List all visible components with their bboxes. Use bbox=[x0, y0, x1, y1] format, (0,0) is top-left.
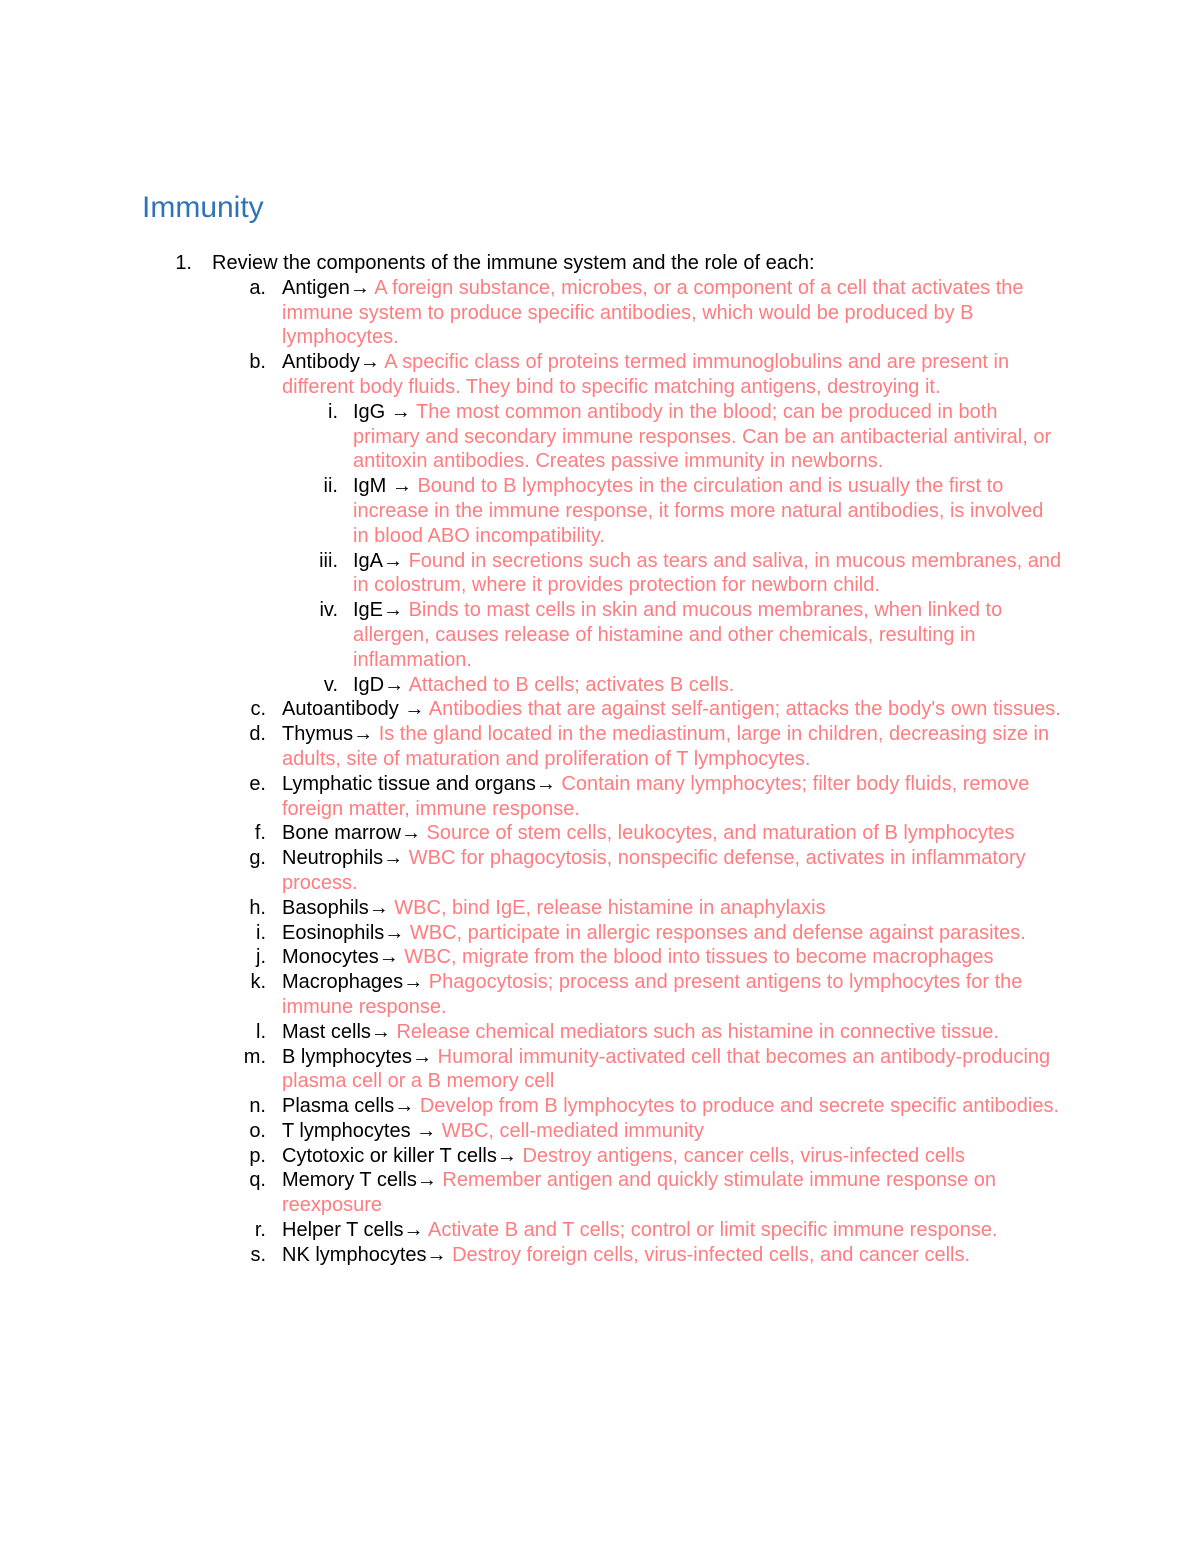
list-marker: iii. bbox=[319, 549, 338, 572]
arrow-icon: → bbox=[390, 400, 411, 423]
term: Thymus bbox=[282, 723, 354, 746]
term: Eosinophils bbox=[282, 921, 385, 944]
list-item-mast-cells bbox=[0, 1020, 1062, 1045]
list-marker: s. bbox=[250, 1243, 266, 1266]
list-item-basophils bbox=[0, 896, 1062, 921]
arrow-icon: → bbox=[403, 1219, 424, 1242]
arrow-icon: → bbox=[400, 822, 421, 845]
arrow-icon: → bbox=[384, 921, 405, 944]
list-item-antigen bbox=[0, 276, 1062, 350]
list-item-cytotoxic-t-cells bbox=[0, 1144, 1062, 1169]
term: IgA bbox=[353, 549, 384, 572]
list-marker: i. bbox=[256, 921, 266, 944]
arrow-icon: → bbox=[384, 673, 405, 696]
definition: Found in secretions such as tears and saliva, in mucous membranes, and in colostrum, where it provides protection for newborn child. bbox=[353, 549, 1062, 597]
term: Basophils bbox=[282, 896, 369, 919]
definition: Destroy antigens, cancer cells, virus-infected cells bbox=[522, 1144, 965, 1167]
definition: Phagocytosis; process and present antigens to lymphocytes for the immune response. bbox=[282, 971, 1023, 1018]
definition: Bound to B lymphocytes in the circulation and is usually the first to increase in the immune response, it forms more natural antibodies, is involved in blood ABO incompatibility. bbox=[353, 475, 1044, 547]
sub-item-igm bbox=[0, 474, 1063, 548]
term: IgM bbox=[353, 475, 392, 498]
term: Antigen bbox=[282, 276, 350, 299]
arrow-icon: → bbox=[368, 896, 389, 919]
list-marker: p. bbox=[249, 1144, 266, 1167]
term: Autoantibody bbox=[282, 698, 405, 721]
term: Lymphatic tissue and organs bbox=[282, 772, 536, 795]
definition: Contain many lymphocytes; filter body fluids, remove foreign matter, immune response. bbox=[282, 772, 1030, 820]
list-marker: q. bbox=[249, 1169, 266, 1192]
list-marker: e. bbox=[249, 772, 266, 795]
definition: The most common antibody in the blood; can be produced in both primary and secondary immune responses. Can be an antibacterial antiviral, or antitoxin antibodies. Creates passive immunity in newborns. bbox=[353, 400, 1052, 473]
list-marker: d. bbox=[249, 723, 266, 746]
list-item-plasma-cells bbox=[0, 1094, 1062, 1119]
term: IgE bbox=[353, 599, 384, 622]
list-item-nk-lymphocytes bbox=[0, 1243, 1062, 1268]
list-item-monocytes bbox=[0, 945, 1062, 970]
arrow-icon: → bbox=[394, 1095, 415, 1118]
definition: WBC, migrate from the blood into tissues to become macrophages bbox=[404, 946, 994, 969]
definition: Humoral immunity-activated cell that becomes an antibody-producing plasma cell or a B memory cell bbox=[282, 1045, 1051, 1093]
list-marker: m. bbox=[243, 1045, 266, 1068]
term: Monocytes bbox=[282, 946, 379, 969]
definition: Binds to mast cells in skin and mucous membranes, when linked to allergen, causes release of histamine and other chemicals, resulting in inflammation. bbox=[353, 599, 1003, 671]
definition: Source of stem cells, leukocytes, and maturation of B lymphocytes bbox=[426, 822, 1015, 845]
definition: Develop from B lymphocytes to produce and secrete specific antibodies. bbox=[419, 1095, 1060, 1118]
arrow-icon: → bbox=[370, 1020, 391, 1043]
question-1 bbox=[0, 251, 1062, 276]
arrow-icon: → bbox=[404, 698, 425, 721]
term: IgG bbox=[353, 400, 391, 423]
definition: A foreign substance, microbes, or a component of a cell that activates the immune system to produce specific antibodies, which would be produced by B lymphocytes. bbox=[282, 276, 1024, 349]
arrow-icon: → bbox=[416, 1169, 437, 1192]
term: Plasma cells bbox=[282, 1095, 395, 1118]
term: Mast cells bbox=[282, 1020, 371, 1043]
sub-item-igd bbox=[0, 673, 1063, 698]
list-marker: j. bbox=[256, 946, 266, 969]
definition: Destroy foreign cells, virus-infected cells, and cancer cells. bbox=[452, 1243, 971, 1266]
arrow-icon: → bbox=[359, 351, 380, 374]
definition: WBC, participate in allergic responses and defense against parasites. bbox=[409, 921, 1026, 944]
arrow-icon: → bbox=[349, 276, 370, 299]
list-item-eosinophils bbox=[0, 921, 1062, 946]
definition: A specific class of proteins termed immunoglobulins and are present in different body fluids. They bind to specific matching antigens, destroying it. bbox=[282, 351, 1010, 398]
list-marker: ii. bbox=[323, 475, 338, 498]
arrow-icon: → bbox=[353, 723, 374, 746]
term: Memory T cells bbox=[282, 1169, 417, 1192]
list-marker: a. bbox=[249, 276, 266, 299]
list-item-bone-marrow bbox=[0, 821, 1062, 846]
list-marker: n. bbox=[249, 1095, 266, 1118]
list-marker: b. bbox=[249, 351, 266, 374]
term: Antibody bbox=[282, 351, 360, 374]
arrow-icon: → bbox=[426, 1243, 447, 1266]
definition: Antibodies that are against self-antigen; attacks the body's own tissues. bbox=[428, 698, 1061, 721]
definition: Remember antigen and quickly stimulate immune response on reexposure bbox=[282, 1169, 997, 1217]
list-item-macrophages bbox=[0, 970, 1062, 1020]
sub-item-igg bbox=[0, 400, 1063, 474]
list-item-helper-t-cells bbox=[0, 1218, 1062, 1243]
list-item-thymus bbox=[0, 722, 1062, 772]
definition: WBC for phagocytosis, nonspecific defense, activates in inflammatory process. bbox=[282, 847, 1026, 894]
term: T lymphocytes bbox=[282, 1119, 417, 1142]
definition: Activate B and T cells; control or limit specific immune response. bbox=[428, 1219, 998, 1242]
list-marker: k. bbox=[250, 971, 266, 994]
arrow-icon: → bbox=[383, 847, 404, 870]
arrow-icon: → bbox=[378, 946, 399, 969]
arrow-icon: → bbox=[412, 1045, 433, 1068]
list-item-t-lymphocytes bbox=[0, 1119, 1062, 1144]
sub-item-iga bbox=[0, 549, 1063, 599]
definition: Release chemical mediators such as histamine in connective tissue. bbox=[396, 1020, 999, 1043]
definition: Attached to B cells; activates B cells. bbox=[408, 673, 735, 696]
page-title: Immunity bbox=[142, 191, 264, 224]
question-text: Review the components of the immune system and the role of each: bbox=[212, 252, 815, 274]
list-marker: 1. bbox=[175, 252, 192, 274]
definition: Is the gland located in the mediastinum, large in children, decreasing size in adults, site of maturation and proliferation of T lymphocytes. bbox=[282, 723, 1050, 770]
term: Macrophages bbox=[282, 971, 404, 994]
definition: WBC, bind IgE, release histamine in anaphylaxis bbox=[394, 896, 826, 919]
list-marker: i. bbox=[328, 400, 338, 423]
list-item-b-lymphocytes bbox=[0, 1045, 1062, 1095]
list-marker: r. bbox=[254, 1219, 266, 1242]
question-list bbox=[0, 251, 1200, 1268]
list-marker: h. bbox=[249, 896, 266, 919]
list-item-antibody bbox=[0, 350, 1062, 400]
term: B lymphocytes bbox=[282, 1045, 413, 1068]
list-marker: f. bbox=[254, 822, 266, 845]
arrow-icon: → bbox=[403, 971, 424, 994]
term: Cytotoxic or killer T cells bbox=[282, 1144, 497, 1167]
list-item-memory-t-cells bbox=[0, 1168, 1062, 1218]
term: Helper T cells bbox=[282, 1219, 404, 1242]
arrow-icon: → bbox=[383, 599, 404, 622]
list-marker: l. bbox=[256, 1020, 266, 1043]
list-marker: v. bbox=[323, 673, 338, 696]
term: IgD bbox=[353, 673, 385, 696]
list-item-lymphatic-tissue bbox=[0, 772, 1062, 822]
arrow-icon: → bbox=[391, 475, 412, 498]
arrow-icon: → bbox=[496, 1144, 517, 1167]
arrow-icon: → bbox=[535, 772, 556, 795]
arrow-icon: → bbox=[416, 1119, 437, 1142]
list-item-autoantibody bbox=[0, 697, 1062, 722]
term: Neutrophils bbox=[282, 847, 384, 870]
term: NK lymphocytes bbox=[282, 1243, 427, 1266]
definition: WBC, cell-mediated immunity bbox=[441, 1119, 704, 1142]
list-marker: c. bbox=[250, 698, 266, 721]
list-marker: iv. bbox=[319, 599, 338, 622]
list-item-neutrophils bbox=[0, 846, 1062, 896]
list-marker: g. bbox=[249, 847, 266, 870]
term: Bone marrow bbox=[282, 822, 401, 845]
arrow-icon: → bbox=[383, 549, 404, 572]
sub-item-ige bbox=[0, 598, 1063, 672]
list-marker: o. bbox=[249, 1119, 266, 1142]
